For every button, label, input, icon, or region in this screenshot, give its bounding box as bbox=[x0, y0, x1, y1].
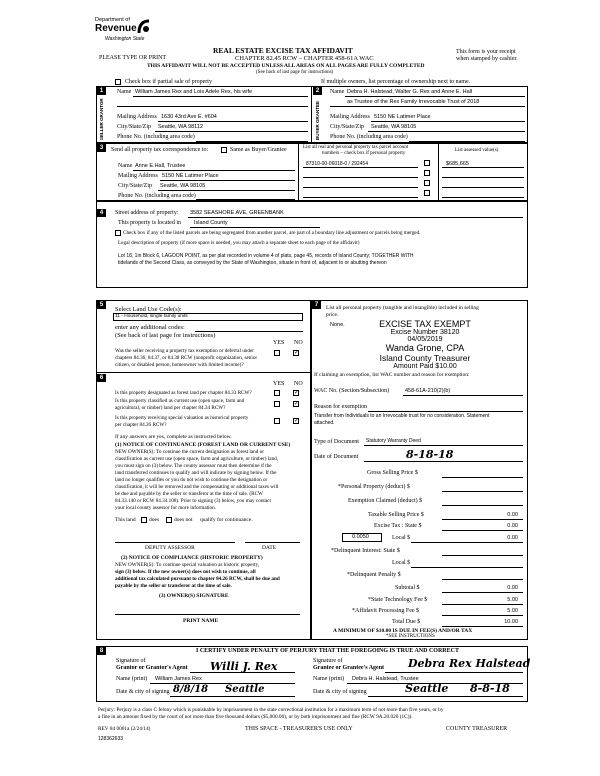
personal-property-value[interactable]: None. bbox=[330, 322, 345, 328]
see-instructions-note: *SEE INSTRUCTIONS bbox=[386, 634, 435, 639]
tech-fee-label: *State Technology Fee $ bbox=[368, 597, 428, 603]
seller-city-label: City/State/Zip bbox=[117, 124, 151, 130]
section-4-number: 4 bbox=[97, 209, 106, 217]
buyer-name-1[interactable]: Debra H. Halstead, Walter G. Rex and Anne E. Hall bbox=[347, 89, 473, 95]
s5-yes-label: YES bbox=[273, 340, 285, 346]
s6-q2-no-checkbox[interactable]: ✓ bbox=[294, 401, 300, 407]
delinquent-interest-label: *Delinquent Interest: State $ bbox=[331, 548, 400, 554]
section-6-number: 6 bbox=[97, 374, 106, 382]
buyer-city[interactable]: Seattle, WA 98105 bbox=[371, 124, 417, 130]
legal-label: Legal description of property (if more space is needed, you may attach a separate sheet to each page of the affidavit) bbox=[118, 240, 360, 246]
deputy-date-label: DATE bbox=[262, 545, 277, 551]
form-title: REAL ESTATE EXCISE TAX AFFIDAVIT bbox=[213, 46, 353, 55]
document-code: 128362633 bbox=[98, 736, 124, 742]
land-use-see-back: (See back of last page for instructions) bbox=[115, 332, 216, 339]
comp-line-4: payable by the seller or transferor at the time of sale. bbox=[115, 583, 232, 589]
legal-description-1[interactable]: Lot 18, 1in Block 6, LAGOON POINT, as per plat recorded in volume 4 of plats, page 45, records of Island County; TOGETHER WITH bbox=[118, 253, 414, 259]
doc-type-label: Type of Document bbox=[314, 439, 359, 445]
s6-if-yes: If any answers are yes, complete as instructed below. bbox=[115, 434, 232, 440]
s3-city[interactable]: Seattle, WA 98105 bbox=[160, 183, 206, 189]
form-warning: THIS AFFIDAVIT WILL NOT BE ACCEPTED UNLESS ALL AREAS ON ALL PAGES ARE FULLY COMPLETED bbox=[147, 63, 425, 69]
grantor-date[interactable]: 8/8/18 bbox=[173, 684, 209, 695]
s6-q2-line1: Is this property classified as current use (open space, farm and bbox=[115, 398, 245, 404]
buyer-name-label: Name bbox=[330, 89, 345, 95]
additional-codes-label: enter any additional codes: bbox=[115, 324, 185, 331]
land-use-value[interactable]: 11 - Household, single family units bbox=[115, 314, 188, 319]
street-label: Street address of property: bbox=[115, 210, 179, 216]
parcel-header-1: List all real and personal property tax parcel account bbox=[303, 145, 409, 150]
agency-line1: Department of bbox=[95, 17, 130, 23]
total-due[interactable]: 10.00 bbox=[504, 619, 518, 625]
section-1-number: 1 bbox=[97, 87, 106, 95]
seller-name[interactable]: William James Rex and Lois Adele Rex, his wife bbox=[135, 89, 253, 95]
cont-line-6: classification, it will be removed and the compensating or additional taxes will bbox=[115, 484, 279, 490]
s3-mailing-label: Mailing Address bbox=[118, 173, 158, 179]
grantee-name-print[interactable]: Debra H. Halstead, Trustee bbox=[352, 676, 419, 682]
personal-property-checkbox-4[interactable] bbox=[424, 190, 430, 196]
grantee-name-print-label: Name (print) bbox=[313, 676, 345, 682]
stamp-line1: EXCISE TAX EXEMPT bbox=[379, 319, 471, 329]
s6-q3-no-checkbox[interactable]: ✓ bbox=[294, 418, 300, 424]
street-address[interactable]: 3582 SEASHORE AVE, GREENBANK bbox=[190, 210, 284, 216]
s3-mailing[interactable]: 5150 NE Latimer Place bbox=[162, 173, 219, 179]
seller-mailing-label: Mailing Address bbox=[117, 114, 157, 120]
s5-q1-line1: Was the seller receiving a property tax exemption or deferral under bbox=[115, 348, 255, 354]
buyer-mailing-label: Mailing Address bbox=[330, 114, 370, 120]
segregated-checkbox[interactable] bbox=[115, 230, 121, 236]
logo-swoosh-icon bbox=[137, 19, 151, 35]
compliance-title: (2) NOTICE OF COMPLIANCE (HISTORIC PROPERTY) bbox=[121, 555, 263, 561]
stamp-line6: Amount Paid $10.00 bbox=[393, 363, 457, 370]
processing-fee-label: *Affidavit Processing Fee $ bbox=[352, 608, 420, 614]
stamp-line2: Excise Number 38120 bbox=[390, 329, 460, 336]
personal-property-checkbox-1[interactable] bbox=[424, 160, 430, 166]
deputy-assessor-label: DEPUTY ASSESSOR bbox=[145, 545, 195, 551]
grantor-city[interactable]: Seattle bbox=[225, 684, 265, 695]
doc-date-label: Date of Document bbox=[314, 454, 359, 460]
cont-line-9: your local county assessor for more information. bbox=[115, 505, 216, 511]
does-not-label: does not bbox=[174, 517, 193, 523]
perjury-line-2: a fine in an amount fixed by the court of not more than five thousand dollars ($5,000.00), or by both imprisonment and fine (RCW 9A.20.020 (1C)). bbox=[98, 714, 413, 720]
stamp-line5: Island County Treasurer bbox=[379, 353, 471, 363]
excise-state[interactable]: 0.00 bbox=[507, 523, 518, 529]
reason-line-1[interactable]: Transfer from Individuals to an Irrevocable trust for no consideration. Statement bbox=[314, 413, 490, 419]
buyer-mailing[interactable]: 5150 NE Latimer Place bbox=[374, 114, 431, 120]
perjury-line-1: Perjury: Perjury is a class C felony which is punishable by imprisonment in the state correctional institution for a maximum term of not more than five years, or by bbox=[98, 707, 444, 713]
qualify-label: qualify for continuance. bbox=[200, 517, 253, 523]
s6-q1: Is this property designated as forest land per chapter 84.33 RCW? bbox=[115, 390, 252, 396]
buyer-name-2[interactable]: as Trustee of the Rex Family Irrevocable Trust of 2018 bbox=[347, 99, 480, 105]
section-5-number: 5 bbox=[97, 301, 106, 309]
same-as-buyer-checkbox[interactable] bbox=[221, 147, 227, 153]
excise-state-label: Excise Tax : State $ bbox=[374, 523, 422, 529]
grantee-city[interactable]: Seattle bbox=[405, 682, 449, 695]
s6-q1-no-checkbox[interactable]: ✓ bbox=[294, 390, 300, 396]
grantee-date[interactable]: 8-8-18 bbox=[470, 682, 510, 695]
stamp-line4: Wanda Grone, CPA bbox=[385, 343, 465, 353]
tech-fee[interactable]: 5.00 bbox=[507, 597, 518, 603]
comp-line-2: sign (3) below. If the new owner(s) does not wish to continue, all bbox=[115, 569, 256, 575]
assessed-header: List assessed value(s) bbox=[455, 148, 499, 153]
cont-line-5: land no longer qualifies or you do not wish to continue the designation or bbox=[115, 477, 268, 483]
local-label: Local $ bbox=[392, 535, 411, 541]
located-label: This property is located in bbox=[118, 220, 181, 226]
correspondence-label: Send all property tax correspondence to: bbox=[111, 147, 209, 153]
personal-property-label-1: List all personal property (tangible and intangible) included in selling bbox=[326, 305, 479, 311]
comp-line-1: NEW OWNER(S): To continue special valuation as historic property, bbox=[115, 562, 260, 568]
s6-q1-yes-checkbox[interactable] bbox=[274, 390, 280, 396]
cont-line-7: be due and payable by the seller or transferor at the time of sale. (RCW bbox=[115, 491, 263, 497]
exemption-claimed-label: Exemption Claimed (deduct) $ bbox=[348, 498, 423, 504]
personal-property-checkbox-3[interactable] bbox=[424, 180, 430, 186]
buyer-phone-label: Phone No. (including area code) bbox=[330, 134, 408, 140]
personal-property-checkbox-2[interactable] bbox=[424, 170, 430, 176]
s6-no-label: NO bbox=[294, 381, 303, 387]
processing-fee[interactable]: 5.00 bbox=[507, 608, 518, 614]
type-or-print: PLEASE TYPE OR PRINT bbox=[99, 55, 167, 61]
taxable-price-label: Taxable Selling Price $ bbox=[368, 512, 424, 518]
doc-type[interactable]: Statutory Warranty Deed bbox=[366, 438, 421, 444]
total-due-label: Total Due $ bbox=[392, 619, 421, 625]
grantee-date-city-label: Date & city of signing bbox=[313, 689, 367, 695]
land-use-label: Select Land Use Code(s): bbox=[115, 306, 182, 313]
reason-line-2[interactable]: attached. bbox=[314, 420, 335, 426]
s6-q3-line1: Is this property receiving special valuation as historical property bbox=[115, 415, 249, 421]
print-name-label: PRINT NAME bbox=[183, 618, 219, 624]
certify-statement: I CERTIFY UNDER PENALTY OF PERJURY THAT THE FOREGOING IS TRUE AND CORRECT bbox=[196, 648, 459, 654]
comp-line-3: additional tax calculated pursuant to chapter 84.26 RCW, shall be due and bbox=[115, 576, 280, 582]
personal-deduct-label: *Personal Property (deduct) $ bbox=[338, 484, 410, 490]
agency-line3: Washington State bbox=[105, 36, 145, 42]
buyer-side-label: BUYER GRANTEE bbox=[315, 100, 320, 140]
county-treasurer-label: COUNTY TREASURER bbox=[446, 726, 508, 732]
partial-sale-label: Check box if partial sale of property bbox=[125, 79, 212, 85]
cont-line-3: you must sign on (3) below. The county assessor must then determine if the bbox=[115, 463, 272, 469]
s5-q1-line3: citizen, or disabled person, homeowner with limited income)? bbox=[115, 362, 244, 368]
doc-date[interactable]: 8-18-18 bbox=[406, 448, 454, 461]
section-7-number: 7 bbox=[312, 301, 321, 309]
grantee-sig-label-2: Grantee or Grantee's Agent bbox=[313, 665, 385, 671]
minimum-due-note: A MINIMUM OF $10.00 IS DUE IN FEE(S) AND/OR TAX bbox=[333, 628, 473, 634]
s3-phone-label: Phone No. (including area code) bbox=[118, 193, 196, 199]
reason-label: Reason for exemption bbox=[314, 404, 367, 410]
s5-q1-no-checkbox[interactable]: ✓ bbox=[294, 350, 300, 356]
treasurer-use-label: THIS SPACE - TREASURER'S USE ONLY bbox=[245, 726, 353, 732]
seller-phone-label: Phone No. (including area code) bbox=[117, 134, 195, 140]
rev-number: REV 84 0001a (2/24/14) bbox=[98, 726, 151, 732]
land-does-checkbox[interactable] bbox=[141, 517, 147, 523]
legal-description-2[interactable]: tidelands of the Second Class, as conveyed by the State of Washington, situate in front of, adjacent to or abutting thereon bbox=[118, 260, 387, 266]
does-label: does bbox=[149, 517, 160, 523]
s5-no-label: NO bbox=[294, 340, 303, 346]
s3-name[interactable]: Anne E.Hall, Trustee bbox=[135, 163, 186, 169]
buyer-city-label: City/State/Zip bbox=[330, 124, 364, 130]
s6-q2-yes-checkbox[interactable] bbox=[274, 401, 280, 407]
s6-yes-label: YES bbox=[273, 381, 285, 387]
seller-city[interactable]: Seattle, WA 98112 bbox=[158, 124, 203, 130]
stamp-line3: 04/05/2019 bbox=[407, 336, 443, 343]
revenue-logo bbox=[95, 17, 157, 47]
agency-line2: Revenue bbox=[95, 23, 137, 34]
personal-property-label-2: price. bbox=[326, 312, 339, 318]
cont-line-1: NEW OWNER(S): To continue the current designation as forest land or bbox=[115, 449, 264, 455]
assessed-value[interactable]: $685,665 bbox=[446, 161, 469, 167]
exemption-claim-label: If claiming an exemption, list WAC number and reason for exemption: bbox=[314, 372, 470, 378]
delinquent-penalty-label: *Delinquent Penalty $ bbox=[347, 572, 401, 578]
s5-q1-yes-checkbox[interactable] bbox=[274, 350, 280, 356]
grantor-name-print-label: Name (print) bbox=[116, 676, 148, 682]
receipt-note-2: when stamped by cashier. bbox=[456, 56, 518, 62]
wac-label: WAC No. (Section/Subsection) bbox=[314, 388, 390, 394]
s3-name-label: Name bbox=[118, 163, 133, 169]
grantor-sig-label-2: Grantor or Grantor's Agent bbox=[116, 665, 188, 671]
grantor-sig-label-1: Signature of bbox=[116, 658, 146, 664]
grantor-date-city-label: Date & city of signing bbox=[116, 689, 170, 695]
seller-side-label: SELLER GRANTOR bbox=[99, 98, 104, 140]
s6-q2-line2: agricultural, or timber) land per chapter 84.34 RCW? bbox=[115, 405, 226, 411]
partial-sale-checkbox[interactable] bbox=[115, 79, 121, 85]
s6-q3-yes-checkbox[interactable] bbox=[274, 418, 280, 424]
local-rate[interactable]: 0.0050 bbox=[352, 534, 369, 540]
s5-q1-line2: chapters 84.36, 84.37, or 84.38 RCW (nonprofit organization, senior bbox=[115, 355, 258, 361]
cont-line-2: classification as current use (open space, farm and agriculture, or timber) land, bbox=[115, 456, 279, 462]
taxable-price[interactable]: 0.00 bbox=[507, 512, 518, 518]
section-2-number: 2 bbox=[313, 87, 322, 95]
gross-price-label: Gross Selling Price $ bbox=[367, 470, 418, 476]
grantee-signature[interactable]: Debra Rex Halstead bbox=[408, 657, 531, 670]
wac-number[interactable]: 458-61A-210(2)(b) bbox=[405, 388, 451, 394]
continuance-title: (1) NOTICE OF CONTINUANCE (FOREST LAND OR CURRENT USE) bbox=[115, 442, 291, 448]
receipt-note-1: This form is your receipt bbox=[456, 49, 516, 55]
grantor-signature[interactable]: Willi J. Rex bbox=[210, 660, 278, 673]
local-tax[interactable]: 0.00 bbox=[507, 535, 518, 541]
same-as-buyer-label: Same as Buyer/Grantee bbox=[230, 147, 287, 153]
seller-name-label: Name bbox=[117, 89, 132, 95]
form-chapter: CHAPTER 82.45 RCW – CHAPTER 458-61A WAC bbox=[235, 55, 374, 62]
land-does-label: This land bbox=[115, 517, 136, 523]
s6-q3-line2: per chapter 84.26 RCW? bbox=[115, 422, 167, 428]
see-instructions: (See back of last page for instructions) bbox=[256, 70, 334, 75]
parcel-number[interactable]: 87310-00-06018-0 / 292454 bbox=[306, 161, 368, 167]
owner-signature-label: (3) OWNER(S) SIGNATURE bbox=[159, 593, 229, 599]
land-does-not-checkbox[interactable] bbox=[166, 517, 172, 523]
local2-label: Local $ bbox=[392, 560, 411, 566]
subtotal[interactable]: 0.00 bbox=[507, 585, 518, 591]
subtotal-label: Subtotal $ bbox=[395, 585, 420, 591]
section-3-number: 3 bbox=[97, 144, 106, 152]
grantee-sig-label-1: Signature of bbox=[313, 658, 343, 664]
exempt-stamp bbox=[355, 319, 495, 370]
cont-line-4: land transferred continues to qualify and will indicate by signing below. If the bbox=[115, 470, 277, 476]
grantor-name-print[interactable]: William James Rex bbox=[155, 676, 202, 682]
multiple-owners-note: If multiple owners, list percentage of ownership next to name. bbox=[321, 79, 471, 85]
section-8-number: 8 bbox=[97, 647, 106, 655]
s3-city-label: City/State/Zip bbox=[118, 183, 152, 189]
cont-line-8: 84.33.140 or RCW 84.34.108). Prior to signing (3) below, you may contact bbox=[115, 498, 271, 504]
parcel-header-2: numbers – check box if personal property bbox=[322, 151, 406, 156]
county[interactable]: Island County bbox=[194, 220, 228, 226]
seller-mailing[interactable]: 1630 43rd Ave E. #604 bbox=[161, 114, 217, 120]
segregated-label: Check box if any of the listed parcels are being segregated from another parcel, are part of a boundary line adjustment or parcels being merged. bbox=[123, 230, 421, 236]
